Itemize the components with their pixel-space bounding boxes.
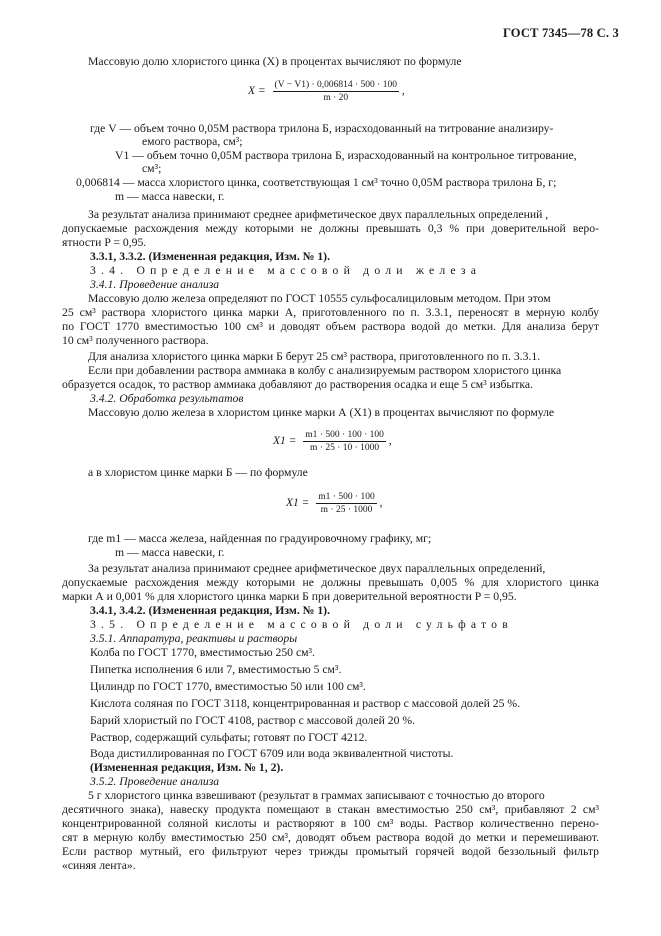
revision-note: 3.4.1, 3.4.2. (Измененная редакция, Изм. № 1). (90, 604, 330, 617)
paragraph-line: допускаемые расхождения между которыми не должны превышать 0,005 % для хлористого цинка (62, 576, 599, 589)
equipment-item: Пипетка исполнения 6 или 7, вместимостью 5 см³. (90, 663, 342, 676)
formula-lhs: X = (248, 85, 266, 98)
formula-numerator: (V − V1) · 0,006814 · 500 · 100 (274, 80, 397, 90)
formula-denominator: m · 25 · 1000 (320, 505, 373, 515)
paragraph-line: «синяя лента». (62, 859, 136, 872)
intro-line: Массовую долю хлористого цинка (X) в процентах вычисляют по формуле (88, 55, 462, 68)
equipment-item: Вода дистиллированная по ГОСТ 6709 или вода эквивалентной чистоты. (90, 747, 454, 760)
where-line: V1 — объем точно 0,05М раствора трилона Б, израсходованный на контрольное титрование, (115, 149, 577, 162)
where-line: где V — объем точно 0,05М раствора трилона Б, израсходованный на титрование анализиру- (90, 122, 554, 135)
paragraph-line: образуется осадок, то раствор аммиака добавляют до растворения осадка и еще 5 см³ избытка. (62, 378, 534, 391)
subsection-heading: 3.4.2. Обработка результатов (90, 392, 244, 405)
where-line: 0,006814 — масса хлористого цинка, соответствующая 1 см³ точно 0,05М раствора трилона Б, г; (76, 176, 557, 189)
paragraph-line: допускаемые расхождения между которыми не должны превышать 0,3 % при доверительной веро- (62, 222, 599, 235)
paragraph-line: За результат анализа принимают среднее арифметическое двух параллельных определений , (88, 208, 549, 221)
formula-fraction (273, 80, 399, 103)
formula-fraction (316, 492, 376, 515)
where-line: емого раствора, см³; (142, 135, 243, 148)
formula-lhs: X1 = (286, 497, 310, 510)
subsection-heading: 3.4.1. Проведение анализа (90, 278, 220, 291)
paragraph-line: а в хлористом цинке марки Б — по формуле (88, 466, 308, 479)
paragraph-line: Если раствор мутный, его фильтруют через трижды промытый горячей водой беззольный фильтр (62, 845, 599, 858)
paragraph-line: Массовую долю железа в хлористом цинке марки А (X1) в процентах вычисляют по формуле (88, 406, 555, 419)
paragraph-line: концентрированной соляной кислоты и растворяют в 100 см³ воды. Раствор количественно перено- (62, 817, 599, 830)
paragraph-line: по ГОСТ 1770 вместимостью 100 см³ и доводят объем раствора водой до метки. Для анализа берут (62, 320, 599, 333)
equipment-item: Барий хлористый по ГОСТ 4108, раствор с массовой долей 20 %. (90, 714, 416, 727)
where-line: m — масса навески, г. (115, 190, 225, 203)
revision-note: (Измененная редакция, Изм. № 1, 2). (90, 761, 284, 774)
subsection-heading: 3.5.2. Проведение анализа (90, 775, 220, 788)
equipment-item: Колба по ГОСТ 1770, вместимостью 250 см³. (90, 646, 315, 659)
formula-x (248, 80, 405, 103)
equipment-item: Раствор, содержащий сульфаты; готовят по ГОСТ 4212. (90, 731, 368, 744)
formula-fraction (303, 430, 386, 453)
where-line: где m1 — масса железа, найденная по градуировочному графику, мг; (88, 532, 432, 545)
paragraph-line: Если при добавлении раствора аммиака в колбу с анализируемым раствором хлористого цинка (88, 364, 562, 377)
formula-numerator: m1 · 500 · 100 · 100 (305, 430, 384, 440)
formula-lhs: X1 = (273, 435, 297, 448)
section-heading: 3.5. Определение массовой доли сульфатов (90, 618, 513, 631)
where-line: см³; (142, 162, 162, 175)
formula-denominator: m · 20 (323, 93, 349, 103)
paragraph-line: Для анализа хлористого цинка марки Б берут 25 см³ раствора, приготовленного по п. 3.3.1. (88, 350, 541, 363)
formula-x1-b (286, 492, 383, 515)
paragraph-line: Массовую долю железа определяют по ГОСТ 10555 сульфосалициловым методом. При этом (88, 292, 551, 305)
formula-denominator: m · 25 · 10 · 1000 (310, 443, 380, 453)
where-line: m — масса навески, г. (115, 546, 225, 559)
subsection-heading: 3.5.1. Аппаратура, реактивы и растворы (90, 632, 298, 645)
revision-note: 3.3.1, 3.3.2. (Измененная редакция, Изм. № 1). (90, 250, 330, 263)
formula-numerator: m1 · 500 · 100 (318, 492, 375, 502)
equipment-item: Кислота соляная по ГОСТ 3118, концентрированная и раствор с массовой долей 25 %. (90, 697, 521, 710)
formula-tail: , (401, 85, 405, 98)
formula-x1-a (273, 430, 392, 453)
formula-tail: , (379, 497, 383, 510)
paragraph-line: десятичного знака), навеску продукта помещают в стакан вместимостью 250 см³, прибавляют 2 см³ (62, 803, 599, 816)
paragraph-line: марки А и 0,001 % для хлористого цинка марки Б при доверительной вероятности P = 0,95. (62, 590, 517, 603)
paragraph-line: 25 см³ раствора хлористого цинка марки А, приготовленного по п. 3.3.1, переносят в мерную колбу (62, 306, 599, 319)
formula-tail: , (388, 435, 392, 448)
paragraph-line: За результат анализа принимают среднее арифметическое двух параллельных определений, (88, 562, 546, 575)
section-heading: 3.4. Определение массовой доли железа (90, 264, 482, 277)
paragraph-line: ятности P = 0,95. (62, 236, 147, 249)
page-header: ГОСТ 7345—78 С. 3 (502, 26, 619, 40)
paragraph-line: 10 см³ полученного раствора. (62, 334, 209, 347)
paragraph-line: 5 г хлористого цинка взвешивают (результат в граммах записывают с точностью до второго (88, 789, 545, 802)
equipment-item: Цилиндр по ГОСТ 1770, вместимостью 50 или 100 см³. (90, 680, 366, 693)
paragraph-line: сят в мерную колбу вместимостью 250 см³, доводят объем раствора водой до метки и перемешивают. (62, 831, 599, 844)
